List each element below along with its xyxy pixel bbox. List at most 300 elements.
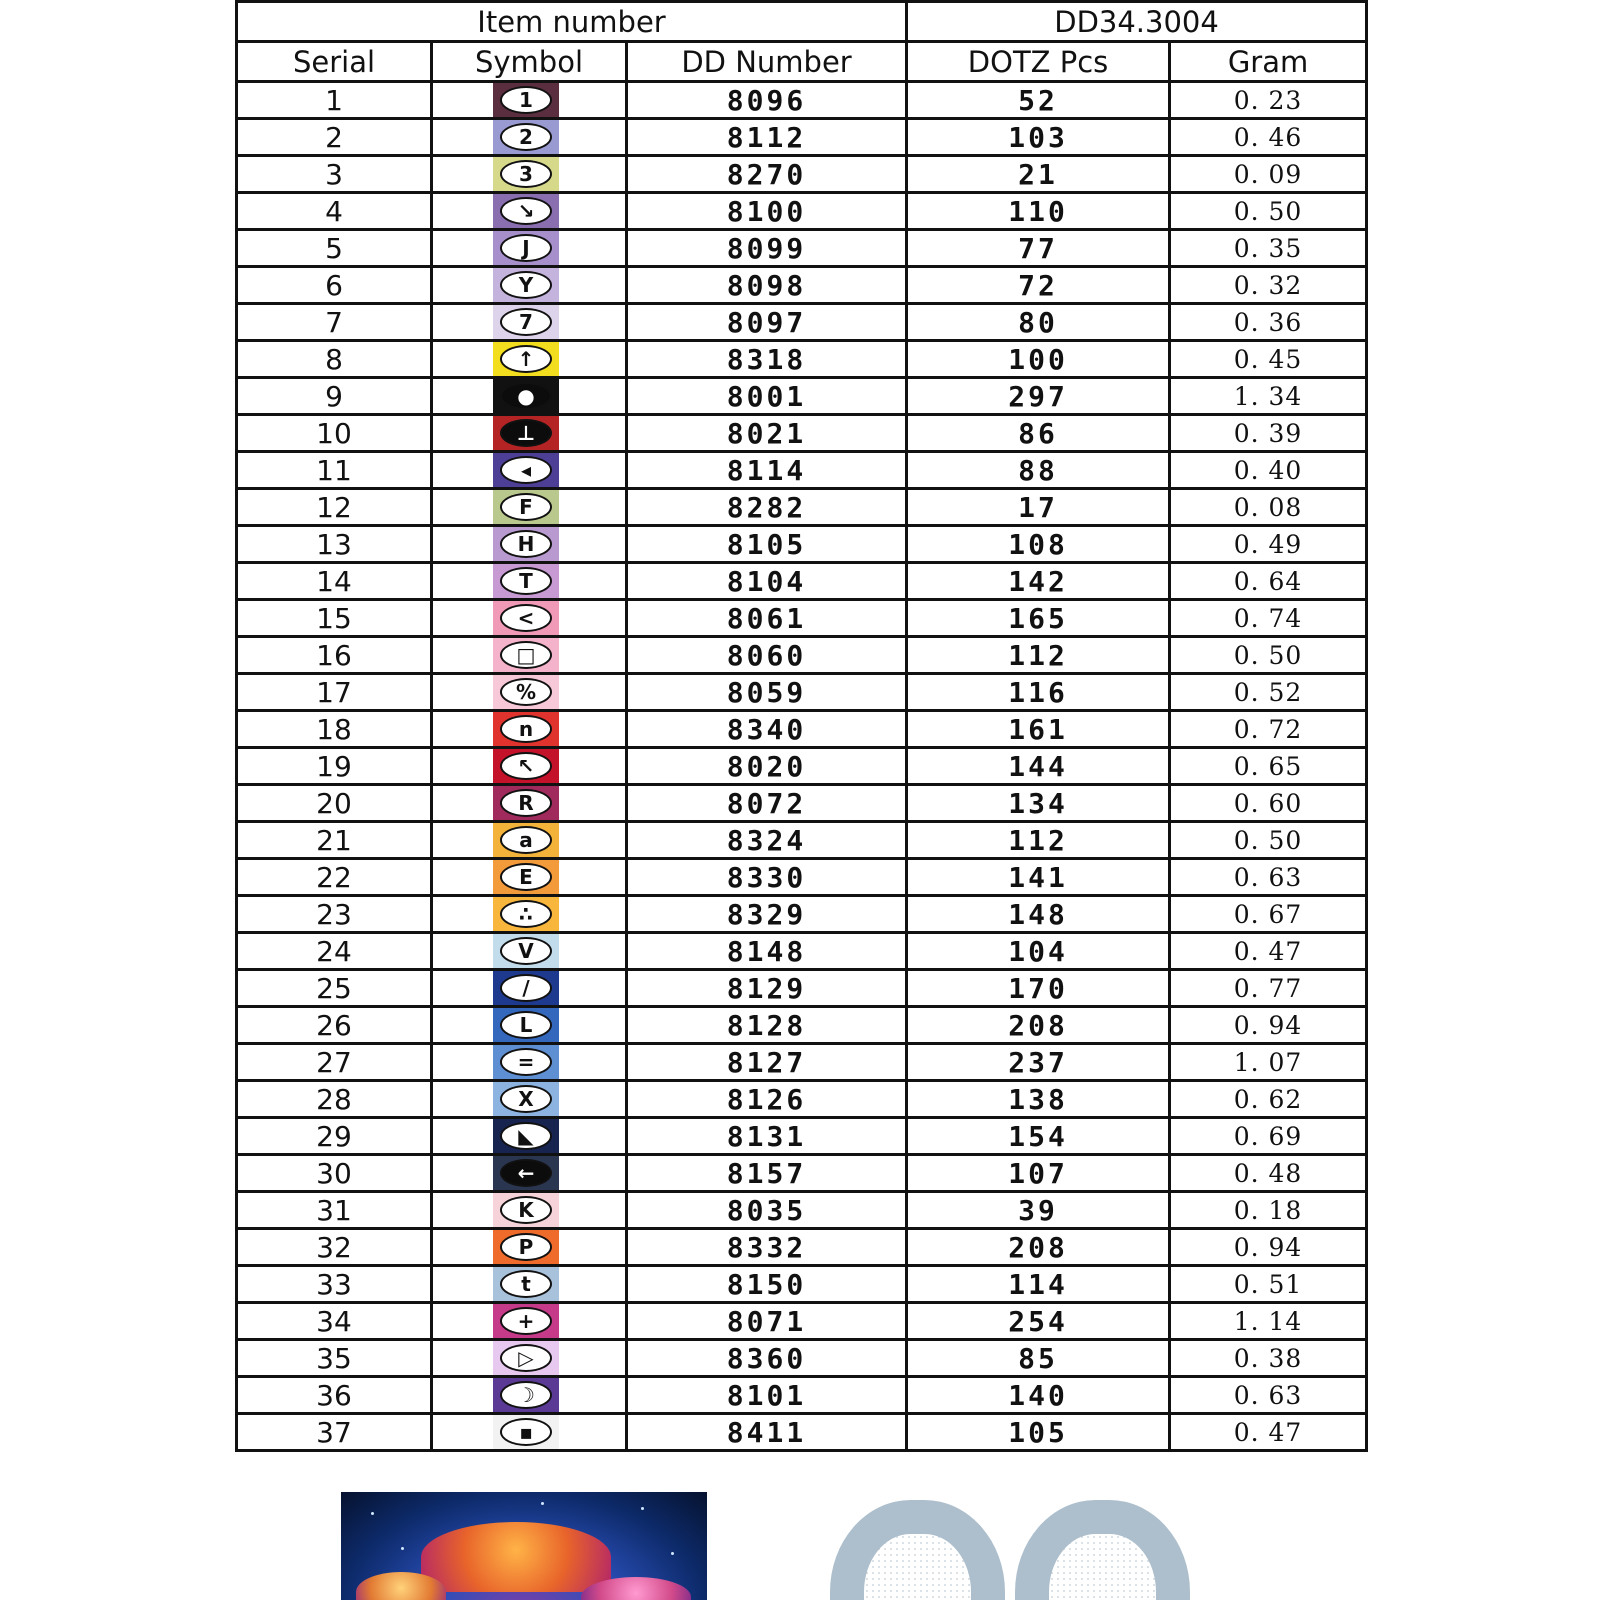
symbol-glyph: ▪ xyxy=(500,1418,552,1446)
table-row xyxy=(237,341,1367,378)
gram-cell: 1. 07 xyxy=(1170,1044,1367,1081)
serial-cell: 11 xyxy=(237,452,432,489)
symbol-cell xyxy=(432,341,627,378)
star xyxy=(371,1512,374,1515)
table-row xyxy=(237,82,1367,119)
dotz-pcs-cell: 154 xyxy=(907,1118,1170,1155)
gram-cell: 0. 45 xyxy=(1170,341,1367,378)
dotz-pcs-cell: 21 xyxy=(907,156,1170,193)
table-row xyxy=(237,378,1367,415)
table-row xyxy=(237,119,1367,156)
dd-number-cell: 8096 xyxy=(627,82,907,119)
color-swatch xyxy=(493,897,559,931)
symbol-glyph: 7 xyxy=(500,308,552,336)
symbol-cell xyxy=(432,1118,627,1155)
table-row xyxy=(237,304,1367,341)
symbol-glyph: ⊥ xyxy=(500,419,552,447)
gram-cell: 0. 60 xyxy=(1170,785,1367,822)
mushroom-cap-large xyxy=(421,1522,611,1592)
dd-number-cell: 8131 xyxy=(627,1118,907,1155)
dd-number-cell: 8332 xyxy=(627,1229,907,1266)
dd-number-cell: 8360 xyxy=(627,1340,907,1377)
table-row xyxy=(237,674,1367,711)
dd-number-cell: 8104 xyxy=(627,563,907,600)
dotz-pcs-cell: 142 xyxy=(907,563,1170,600)
dotz-pcs-cell: 208 xyxy=(907,1007,1170,1044)
dd-number-cell: 8318 xyxy=(627,341,907,378)
color-swatch xyxy=(493,1045,559,1079)
symbol-glyph: 2 xyxy=(500,123,552,151)
symbol-cell xyxy=(432,970,627,1007)
dd-number-cell: 8035 xyxy=(627,1192,907,1229)
color-swatch xyxy=(493,601,559,635)
dd-number-cell: 8340 xyxy=(627,711,907,748)
dotz-pcs-cell: 114 xyxy=(907,1266,1170,1303)
color-swatch xyxy=(493,305,559,339)
symbol-glyph: ← xyxy=(500,1159,552,1187)
dotz-pcs-cell: 165 xyxy=(907,600,1170,637)
dotz-pcs-cell: 148 xyxy=(907,896,1170,933)
serial-cell: 25 xyxy=(237,970,432,1007)
gram-cell: 0. 40 xyxy=(1170,452,1367,489)
serial-cell: 28 xyxy=(237,1081,432,1118)
item-number-value: DD34.3004 xyxy=(907,2,1367,42)
symbol-cell xyxy=(432,748,627,785)
symbol-glyph: a xyxy=(500,826,552,854)
symbol-cell xyxy=(432,1044,627,1081)
star xyxy=(401,1547,404,1550)
gram-cell: 0. 50 xyxy=(1170,822,1367,859)
gram-cell: 0. 51 xyxy=(1170,1266,1367,1303)
serial-cell: 24 xyxy=(237,933,432,970)
dd-number-cell: 8097 xyxy=(627,304,907,341)
gram-cell: 0. 69 xyxy=(1170,1118,1367,1155)
color-swatch xyxy=(493,1378,559,1412)
serial-cell: 16 xyxy=(237,637,432,674)
dotz-pcs-cell: 116 xyxy=(907,674,1170,711)
gram-cell: 0. 47 xyxy=(1170,1414,1367,1451)
table-row xyxy=(237,415,1367,452)
color-swatch xyxy=(493,379,559,413)
table-row xyxy=(237,1007,1367,1044)
serial-cell: 9 xyxy=(237,378,432,415)
dotz-pcs-cell: 80 xyxy=(907,304,1170,341)
color-swatch xyxy=(493,934,559,968)
symbol-cell xyxy=(432,489,627,526)
header-symbol: Symbol xyxy=(432,42,627,82)
symbol-glyph: H xyxy=(500,530,552,558)
dotz-pcs-cell: 170 xyxy=(907,970,1170,1007)
symbol-glyph: T xyxy=(500,567,552,595)
table-row xyxy=(237,600,1367,637)
gram-cell: 0. 23 xyxy=(1170,82,1367,119)
color-swatch xyxy=(493,83,559,117)
color-swatch xyxy=(493,749,559,783)
dd-number-cell: 8071 xyxy=(627,1303,907,1340)
serial-cell: 26 xyxy=(237,1007,432,1044)
color-swatch xyxy=(493,1119,559,1153)
gram-cell: 0. 77 xyxy=(1170,970,1367,1007)
dd-number-cell: 8100 xyxy=(627,193,907,230)
dd-number-cell: 8329 xyxy=(627,896,907,933)
serial-cell: 2 xyxy=(237,119,432,156)
table-row xyxy=(237,156,1367,193)
symbol-glyph: n xyxy=(500,715,552,743)
color-swatch xyxy=(493,1193,559,1227)
gram-cell: 0. 32 xyxy=(1170,267,1367,304)
symbol-glyph: ● xyxy=(500,382,552,410)
column-header-row xyxy=(237,42,1367,82)
dd-number-cell: 8020 xyxy=(627,748,907,785)
symbol-glyph: / xyxy=(500,974,552,1002)
symbol-cell xyxy=(432,1377,627,1414)
dd-number-cell: 8112 xyxy=(627,119,907,156)
serial-cell: 1 xyxy=(237,82,432,119)
serial-cell: 32 xyxy=(237,1229,432,1266)
symbol-glyph: + xyxy=(500,1307,552,1335)
serial-cell: 37 xyxy=(237,1414,432,1451)
symbol-cell xyxy=(432,1007,627,1044)
dotz-pcs-cell: 138 xyxy=(907,1081,1170,1118)
dd-number-cell: 8072 xyxy=(627,785,907,822)
gram-cell: 0. 67 xyxy=(1170,896,1367,933)
symbol-glyph: J xyxy=(500,234,552,262)
table-row xyxy=(237,267,1367,304)
symbol-cell xyxy=(432,637,627,674)
symbol-cell xyxy=(432,119,627,156)
header-serial: Serial xyxy=(237,42,432,82)
symbol-cell xyxy=(432,600,627,637)
symbol-cell xyxy=(432,1340,627,1377)
symbol-glyph: K xyxy=(500,1196,552,1224)
symbol-cell xyxy=(432,822,627,859)
dotz-pcs-cell: 140 xyxy=(907,1377,1170,1414)
item-number-label: Item number xyxy=(237,2,907,42)
table-row xyxy=(237,637,1367,674)
item-number-row xyxy=(237,2,1367,42)
mushroom-painting-preview xyxy=(341,1492,707,1600)
symbol-cell xyxy=(432,1081,627,1118)
gram-cell: 0. 63 xyxy=(1170,859,1367,896)
symbol-cell xyxy=(432,563,627,600)
symbol-cell xyxy=(432,896,627,933)
color-swatch xyxy=(493,1267,559,1301)
serial-cell: 10 xyxy=(237,415,432,452)
gram-cell: 0. 09 xyxy=(1170,156,1367,193)
symbol-glyph: L xyxy=(500,1011,552,1039)
color-swatch xyxy=(493,231,559,265)
dd-number-cell: 8411 xyxy=(627,1414,907,1451)
dotz-pcs-cell: 72 xyxy=(907,267,1170,304)
gram-cell: 0. 36 xyxy=(1170,304,1367,341)
color-swatch xyxy=(493,1230,559,1264)
serial-cell: 27 xyxy=(237,1044,432,1081)
color-swatch xyxy=(493,1341,559,1375)
gram-cell: 0. 74 xyxy=(1170,600,1367,637)
table-row xyxy=(237,489,1367,526)
color-swatch xyxy=(493,1304,559,1338)
gram-cell: 0. 72 xyxy=(1170,711,1367,748)
serial-cell: 5 xyxy=(237,230,432,267)
symbol-glyph: < xyxy=(500,604,552,632)
table-row xyxy=(237,452,1367,489)
serial-cell: 7 xyxy=(237,304,432,341)
dd-number-cell: 8099 xyxy=(627,230,907,267)
symbol-cell xyxy=(432,230,627,267)
symbol-glyph: t xyxy=(500,1270,552,1298)
table-row xyxy=(237,748,1367,785)
dotz-pcs-cell: 39 xyxy=(907,1192,1170,1229)
symbol-cell xyxy=(432,193,627,230)
symbol-glyph: ↖ xyxy=(500,752,552,780)
symbol-cell xyxy=(432,1155,627,1192)
header-dd-number: DD Number xyxy=(627,42,907,82)
dotz-pcs-cell: 141 xyxy=(907,859,1170,896)
gram-cell: 0. 47 xyxy=(1170,933,1367,970)
symbol-cell xyxy=(432,526,627,563)
color-swatch xyxy=(493,453,559,487)
color-swatch xyxy=(493,823,559,857)
dotz-pcs-cell: 17 xyxy=(907,489,1170,526)
serial-cell: 18 xyxy=(237,711,432,748)
dd-number-cell: 8150 xyxy=(627,1266,907,1303)
dd-number-cell: 8126 xyxy=(627,1081,907,1118)
color-swatch xyxy=(493,157,559,191)
dotz-pcs-cell: 237 xyxy=(907,1044,1170,1081)
symbol-glyph: X xyxy=(500,1085,552,1113)
gram-cell: 0. 35 xyxy=(1170,230,1367,267)
dotz-pcs-cell: 85 xyxy=(907,1340,1170,1377)
symbol-cell xyxy=(432,674,627,711)
serial-cell: 12 xyxy=(237,489,432,526)
gram-cell: 1. 34 xyxy=(1170,378,1367,415)
dd-number-cell: 8001 xyxy=(627,378,907,415)
dd-number-cell: 8061 xyxy=(627,600,907,637)
dd-logo-letter-right xyxy=(1015,1500,1190,1600)
color-swatch xyxy=(493,1008,559,1042)
dotz-pcs-cell: 88 xyxy=(907,452,1170,489)
symbol-cell xyxy=(432,785,627,822)
symbol-glyph: ↑ xyxy=(500,345,552,373)
color-swatch xyxy=(493,1415,559,1449)
serial-cell: 13 xyxy=(237,526,432,563)
serial-cell: 33 xyxy=(237,1266,432,1303)
serial-cell: 3 xyxy=(237,156,432,193)
dotz-pcs-cell: 104 xyxy=(907,933,1170,970)
symbol-cell xyxy=(432,452,627,489)
table-row xyxy=(237,526,1367,563)
dd-number-cell: 8059 xyxy=(627,674,907,711)
symbol-glyph: ▷ xyxy=(500,1344,552,1372)
gram-cell: 0. 48 xyxy=(1170,1155,1367,1192)
serial-cell: 6 xyxy=(237,267,432,304)
star xyxy=(641,1507,644,1510)
gram-cell: 0. 65 xyxy=(1170,748,1367,785)
serial-cell: 36 xyxy=(237,1377,432,1414)
dotz-pcs-cell: 77 xyxy=(907,230,1170,267)
serial-cell: 34 xyxy=(237,1303,432,1340)
table-row xyxy=(237,1266,1367,1303)
color-chart-table xyxy=(235,0,1368,1452)
symbol-glyph: P xyxy=(500,1233,552,1261)
dd-number-cell: 8105 xyxy=(627,526,907,563)
star xyxy=(671,1552,674,1555)
dd-number-cell: 8021 xyxy=(627,415,907,452)
serial-cell: 20 xyxy=(237,785,432,822)
dd-number-cell: 8330 xyxy=(627,859,907,896)
dotz-pcs-cell: 86 xyxy=(907,415,1170,452)
symbol-cell xyxy=(432,933,627,970)
dotz-pcs-cell: 108 xyxy=(907,526,1170,563)
table-row xyxy=(237,933,1367,970)
symbol-glyph: ∴ xyxy=(500,900,552,928)
dotz-pcs-cell: 144 xyxy=(907,748,1170,785)
color-swatch xyxy=(493,712,559,746)
symbol-glyph: % xyxy=(500,678,552,706)
gram-cell: 0. 50 xyxy=(1170,637,1367,674)
dotz-pcs-cell: 110 xyxy=(907,193,1170,230)
table-row xyxy=(237,1192,1367,1229)
symbol-cell xyxy=(432,378,627,415)
symbol-cell xyxy=(432,859,627,896)
symbol-cell xyxy=(432,1303,627,1340)
color-swatch xyxy=(493,1156,559,1190)
gram-cell: 0. 94 xyxy=(1170,1007,1367,1044)
symbol-glyph: ◣ xyxy=(500,1122,552,1150)
color-swatch xyxy=(493,527,559,561)
symbol-cell xyxy=(432,1192,627,1229)
symbol-cell xyxy=(432,82,627,119)
symbol-glyph: F xyxy=(500,493,552,521)
color-swatch xyxy=(493,638,559,672)
gram-cell: 1. 14 xyxy=(1170,1303,1367,1340)
color-swatch xyxy=(493,860,559,894)
table-row xyxy=(237,1229,1367,1266)
dd-number-cell: 8148 xyxy=(627,933,907,970)
symbol-glyph: 3 xyxy=(500,160,552,188)
symbol-cell xyxy=(432,1414,627,1451)
header-dotz-pcs: DOTZ Pcs xyxy=(907,42,1170,82)
symbol-cell xyxy=(432,711,627,748)
dd-number-cell: 8127 xyxy=(627,1044,907,1081)
gram-cell: 0. 94 xyxy=(1170,1229,1367,1266)
gram-cell: 0. 50 xyxy=(1170,193,1367,230)
symbol-cell xyxy=(432,156,627,193)
table-row xyxy=(237,822,1367,859)
symbol-cell xyxy=(432,415,627,452)
dd-number-cell: 8324 xyxy=(627,822,907,859)
table-row xyxy=(237,193,1367,230)
gram-cell: 0. 46 xyxy=(1170,119,1367,156)
serial-cell: 4 xyxy=(237,193,432,230)
serial-cell: 35 xyxy=(237,1340,432,1377)
star xyxy=(541,1502,544,1505)
table-row xyxy=(237,1340,1367,1377)
serial-cell: 22 xyxy=(237,859,432,896)
color-swatch xyxy=(493,342,559,376)
gram-cell: 0. 38 xyxy=(1170,1340,1367,1377)
dotz-pcs-cell: 107 xyxy=(907,1155,1170,1192)
color-swatch xyxy=(493,268,559,302)
serial-cell: 17 xyxy=(237,674,432,711)
serial-cell: 31 xyxy=(237,1192,432,1229)
serial-cell: 19 xyxy=(237,748,432,785)
table-row xyxy=(237,1155,1367,1192)
dotz-pcs-cell: 134 xyxy=(907,785,1170,822)
dotz-pcs-cell: 103 xyxy=(907,119,1170,156)
symbol-cell xyxy=(432,1266,627,1303)
gram-cell: 0. 52 xyxy=(1170,674,1367,711)
table-row xyxy=(237,563,1367,600)
table-row xyxy=(237,1303,1367,1340)
color-swatch xyxy=(493,194,559,228)
serial-cell: 14 xyxy=(237,563,432,600)
dd-logo-letter-left xyxy=(830,1500,1005,1600)
color-swatch xyxy=(493,971,559,1005)
color-swatch xyxy=(493,564,559,598)
table-row xyxy=(237,1081,1367,1118)
gram-cell: 0. 64 xyxy=(1170,563,1367,600)
serial-cell: 29 xyxy=(237,1118,432,1155)
serial-cell: 23 xyxy=(237,896,432,933)
color-swatch xyxy=(493,120,559,154)
dd-number-cell: 8270 xyxy=(627,156,907,193)
dd-number-cell: 8129 xyxy=(627,970,907,1007)
gram-cell: 0. 62 xyxy=(1170,1081,1367,1118)
serial-cell: 21 xyxy=(237,822,432,859)
table-row xyxy=(237,785,1367,822)
symbol-glyph: ↘ xyxy=(500,197,552,225)
dd-number-cell: 8101 xyxy=(627,1377,907,1414)
table-row xyxy=(237,1377,1367,1414)
serial-cell: 8 xyxy=(237,341,432,378)
gram-cell: 0. 63 xyxy=(1170,1377,1367,1414)
header-gram: Gram xyxy=(1170,42,1367,82)
table-row xyxy=(237,1044,1367,1081)
table-row xyxy=(237,1118,1367,1155)
dotz-pcs-cell: 254 xyxy=(907,1303,1170,1340)
color-swatch xyxy=(493,490,559,524)
serial-cell: 15 xyxy=(237,600,432,637)
color-swatch xyxy=(493,1082,559,1116)
color-swatch xyxy=(493,786,559,820)
gram-cell: 0. 08 xyxy=(1170,489,1367,526)
symbol-glyph: ☽ xyxy=(500,1381,552,1409)
symbol-cell xyxy=(432,267,627,304)
dotz-pcs-cell: 100 xyxy=(907,341,1170,378)
table-row xyxy=(237,859,1367,896)
table-row xyxy=(237,711,1367,748)
dd-number-cell: 8282 xyxy=(627,489,907,526)
symbol-glyph: = xyxy=(500,1048,552,1076)
table-row xyxy=(237,1414,1367,1451)
symbol-glyph: ◂ xyxy=(500,456,552,484)
gram-cell: 0. 49 xyxy=(1170,526,1367,563)
color-swatch xyxy=(493,416,559,450)
dd-number-cell: 8098 xyxy=(627,267,907,304)
symbol-glyph: □ xyxy=(500,641,552,669)
symbol-cell xyxy=(432,1229,627,1266)
dotz-pcs-cell: 52 xyxy=(907,82,1170,119)
gram-cell: 0. 18 xyxy=(1170,1192,1367,1229)
symbol-glyph: 1 xyxy=(500,86,552,114)
dd-logo xyxy=(810,1500,1230,1600)
dd-number-cell: 8114 xyxy=(627,452,907,489)
dotz-pcs-cell: 208 xyxy=(907,1229,1170,1266)
symbol-cell xyxy=(432,304,627,341)
table-row xyxy=(237,896,1367,933)
symbol-glyph: Y xyxy=(500,271,552,299)
